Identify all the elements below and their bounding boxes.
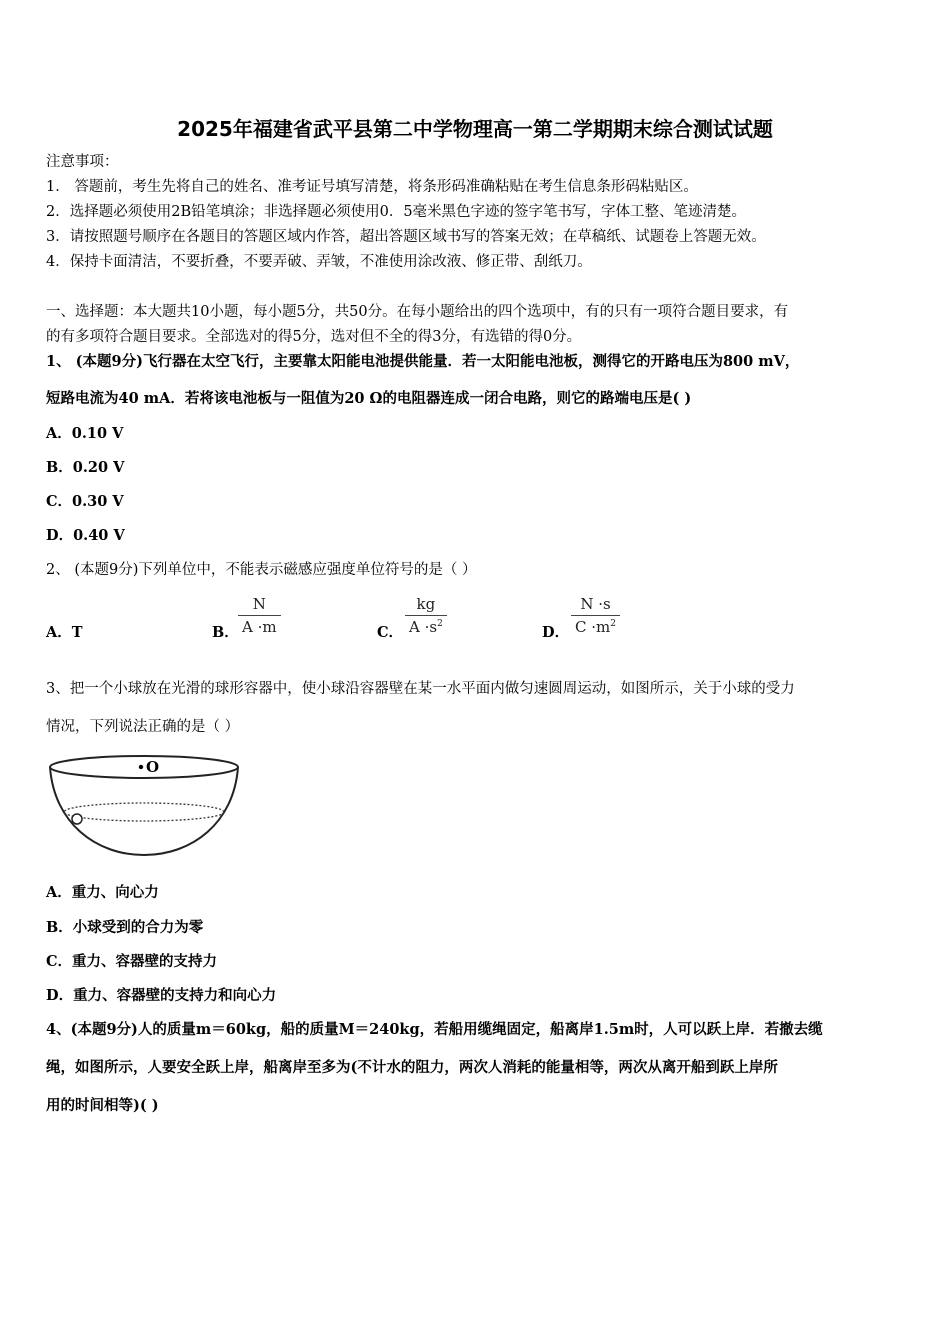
question-2-option-c-label: C． <box>377 624 404 641</box>
question-2-option-b-label: B． <box>212 624 239 641</box>
question-2-option-a: A．T <box>46 624 83 641</box>
question-4-line-1: 4、(本题9分)人的质量m＝60kg，船的质量M＝240kg，若船用缆绳固定，船离岸1.5m时，人可以跃上岸．若撤去缆 <box>46 1021 823 1038</box>
notice-item-3: 3．请按照题号顺序在各题目的答题区域内作答，超出答题区域书写的答案无效；在草稿纸、试题卷上答题无效。 <box>46 229 766 245</box>
notice-item-1: 1． 答题前，考生先将自己的姓名、准考证号填写清楚，将条形码准确粘贴在考生信息条形码粘贴区。 <box>46 179 698 195</box>
fraction-exponent: 2 <box>437 619 443 629</box>
fraction-exponent: 2 <box>610 619 616 629</box>
question-2-option-b-fraction <box>238 595 281 636</box>
question-3-line-1: 3、把一个小球放在光滑的球形容器中，使小球沿容器壁在某一水平面内做匀速圆周运动，如图所示，关于小球的受力 <box>46 681 795 697</box>
orbit-path <box>64 803 224 821</box>
question-1-option-a: A．0.10 V <box>46 425 124 442</box>
question-1-option-c: C．0.30 V <box>46 493 124 510</box>
question-4-line-3: 用的时间相等)( ) <box>46 1097 159 1114</box>
bowl-figure <box>46 753 242 859</box>
fraction-bar <box>571 615 620 616</box>
question-3-option-b: B．小球受到的合力为零 <box>46 919 204 936</box>
bowl-wall <box>50 767 238 855</box>
fraction-denominator-base: C ·m <box>575 618 611 636</box>
fraction-numerator: kg <box>416 595 436 613</box>
fraction-bar <box>238 615 281 616</box>
question-3-option-a: A．重力、向心力 <box>46 884 159 901</box>
fraction-bar <box>405 615 447 616</box>
question-3-option-c: C．重力、容器壁的支持力 <box>46 953 218 970</box>
question-1-line-2: 短路电流为40 mA．若将该电池板与一阻值为20 Ω的电阻器连成一闭合电路，则它的路端电压是( ) <box>46 390 692 407</box>
fraction-numerator: N <box>252 595 266 613</box>
fraction-denominator <box>405 618 447 636</box>
question-2-option-c-fraction <box>405 595 447 636</box>
notice-item-2: 2．选择题必须使用2B铅笔填涂；非选择题必须使用0．5毫米黑色字迹的签字笔书写，字体工整、笔迹清楚。 <box>46 204 747 220</box>
question-1-option-d: D．0.40 V <box>46 527 125 544</box>
fraction-denominator <box>571 618 620 636</box>
fraction-denominator-base: A ·s <box>409 618 438 636</box>
notice-heading: 注意事项： <box>46 154 119 170</box>
question-4-line-2: 绳，如图所示，人要安全跃上岸，船离岸至多为(不计水的阻力，两次人消耗的能量相等，两次从离开船到跃上岸所 <box>46 1059 778 1076</box>
fraction-numerator: N ·s <box>580 595 611 613</box>
page-title: 2025年福建省武平县第二中学物理高一第二学期期末综合测试试题 <box>177 117 773 141</box>
bowl-rim <box>50 756 238 778</box>
center-dot <box>139 765 143 769</box>
fraction-denominator: A ·m <box>242 618 277 636</box>
question-3-line-2: 情况，下列说法正确的是（ ） <box>46 719 240 735</box>
question-2-stem <box>46 560 476 580</box>
center-label: O <box>146 758 160 776</box>
question-2-option-d-label: D． <box>542 624 570 641</box>
question-3-option-d: D．重力、容器壁的支持力和向心力 <box>46 987 277 1004</box>
notice-item-4: 4．保持卡面清洁，不要折叠，不要弄破、弄皱，不准使用涂改液、修正带、刮纸刀。 <box>46 254 592 270</box>
question-2-option-d-fraction <box>571 595 620 636</box>
section-1-line-2: 的有多项符合题目要求。全部选对的得5分，选对但不全的得3分，有选错的得0分。 <box>46 329 582 345</box>
question-1-line-1: 1、 (本题9分)飞行器在太空飞行，主要靠太阳能电池提供能量．若一太阳能电池板，测得它的开路电压为800 mV， <box>46 353 800 370</box>
question-1-option-b: B．0.20 V <box>46 459 125 476</box>
question-2-stem-text: 2、 (本题9分)下列单位中，不能表示磁感应强度单位符号的是（ ） <box>46 562 477 578</box>
ball <box>72 814 82 824</box>
section-1-line-1: 一、选择题：本大题共10小题，每小题5分，共50分。在每小题给出的四个选项中，有的只有一项符合题目要求，有 <box>46 304 789 320</box>
